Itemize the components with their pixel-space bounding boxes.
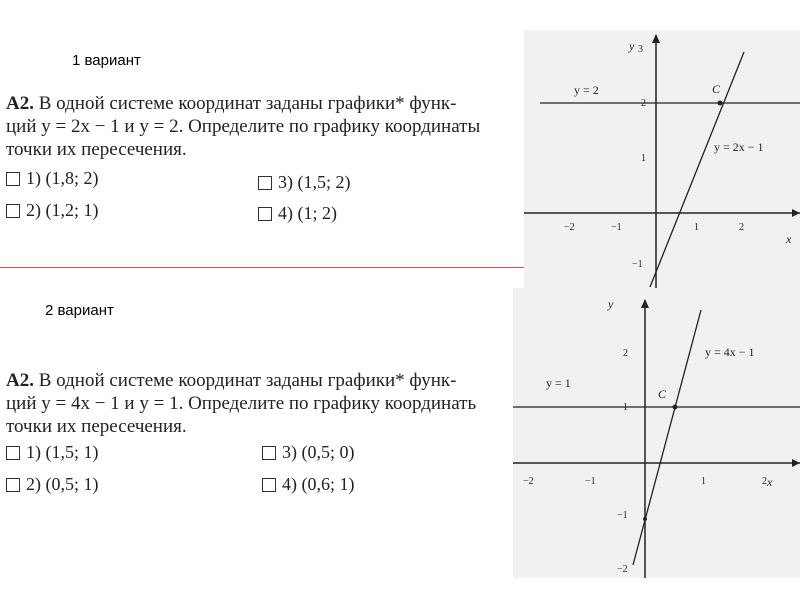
variant1-problem: А2. В одной системе координат заданы графики* функ- ций y = 2x − 1 и y = 2. Определите по графику координаты точки их пересечения. <box>6 93 481 160</box>
checkbox[interactable] <box>262 478 276 492</box>
x-tick: −1 <box>585 476 596 487</box>
variant1-option-2[interactable]: 2) (1,2; 1) <box>6 200 98 221</box>
x-tick: −1 <box>611 222 622 233</box>
horizontal-line-label: y = 1 <box>546 376 571 390</box>
variant1-option-3[interactable]: 3) (1,5; 2) <box>258 172 350 193</box>
problem-number: А2. <box>6 93 34 114</box>
point-label: C <box>712 82 721 96</box>
y-axis-label: y <box>629 39 635 53</box>
variant1-graph <box>524 30 800 288</box>
y-tick: −1 <box>617 510 628 521</box>
checkbox[interactable] <box>6 204 20 218</box>
variant2-option-1[interactable]: 1) (1,5; 1) <box>6 442 98 463</box>
y-tick: −1 <box>632 259 643 270</box>
y-top-tick: 3 <box>638 44 643 55</box>
x-tick: 2 <box>762 476 767 487</box>
intersection-point <box>673 405 678 410</box>
checkbox[interactable] <box>258 207 272 221</box>
variant2-option-4[interactable]: 4) (0,6; 1) <box>262 474 354 495</box>
point-label: C <box>658 387 667 401</box>
intersection-point <box>718 101 723 106</box>
y-axis-arrow <box>641 299 649 308</box>
variant1-option-1[interactable]: 1) (1,8; 2) <box>6 168 98 189</box>
y-axis-arrow <box>652 34 660 43</box>
slanted-line-label: y = 2x − 1 <box>714 140 764 154</box>
x-axis-arrow <box>792 209 800 217</box>
x-axis-label: x <box>786 232 792 246</box>
line-slanted <box>633 310 701 565</box>
checkbox[interactable] <box>6 446 20 460</box>
variant2-graph <box>513 288 800 578</box>
x-tick: −2 <box>523 476 534 487</box>
variant2-option-3[interactable]: 3) (0,5; 0) <box>262 442 354 463</box>
y-tick: 2 <box>641 98 646 109</box>
variant2-problem: А2. В одной системе координат заданы графики* функ- ций y = 4x − 1 и y = 1. Определите по графику координать точки их пересечения. <box>6 370 477 437</box>
y-tick: 2 <box>623 348 628 359</box>
checkbox[interactable] <box>6 478 20 492</box>
slanted-line-label: y = 4x − 1 <box>705 345 755 359</box>
problem-number: А2. <box>6 370 34 391</box>
horizontal-line-label: y = 2 <box>574 83 599 97</box>
red-divider <box>0 267 524 268</box>
variant2-label: 2 вариант <box>45 302 114 319</box>
y-tick: 1 <box>641 153 646 164</box>
x-axis-label: x <box>767 475 773 489</box>
x-axis-arrow <box>792 459 800 467</box>
variant1-option-4[interactable]: 4) (1; 2) <box>258 203 337 224</box>
line-slanted <box>650 52 744 287</box>
y-axis-label: y <box>608 297 614 311</box>
y-tick: 1 <box>623 402 628 413</box>
checkbox[interactable] <box>6 172 20 186</box>
x-tick: 1 <box>701 476 706 487</box>
variant2-option-2[interactable]: 2) (0,5; 1) <box>6 474 98 495</box>
variant1-label: 1 вариант <box>72 52 141 69</box>
checkbox[interactable] <box>258 176 272 190</box>
y-intercept-point <box>643 517 647 521</box>
x-tick: 2 <box>739 222 744 233</box>
y-tick: −2 <box>617 564 628 575</box>
x-tick: 1 <box>694 222 699 233</box>
x-tick: −2 <box>564 222 575 233</box>
checkbox[interactable] <box>262 446 276 460</box>
